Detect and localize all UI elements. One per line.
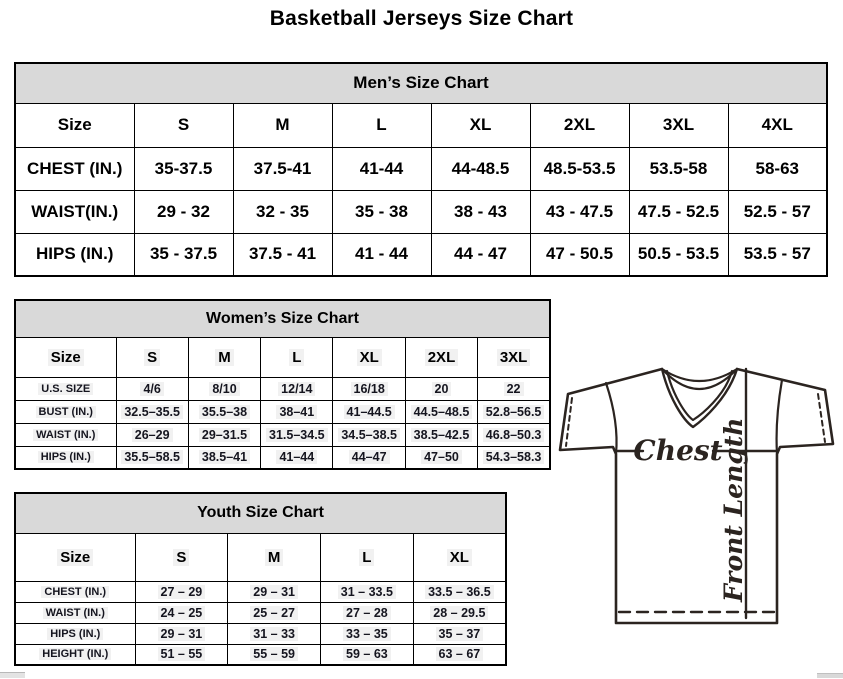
table-title-row [15, 493, 506, 533]
size-value-text: 52.8–56.5 [483, 405, 545, 419]
size-value-cell [135, 623, 228, 644]
size-value-cell [413, 644, 506, 665]
size-value-text: 41–44.5 [344, 405, 395, 419]
size-value-cell [431, 190, 530, 233]
size-value-text: 12/14 [278, 382, 315, 396]
size-value-cell [332, 233, 431, 276]
column-header [333, 337, 405, 377]
row-label-text: HIPS (IN.) [36, 244, 114, 264]
page-title: Basketball Jerseys Size Chart [269, 7, 574, 30]
size-value-cell [188, 446, 260, 469]
column-header-text: 3XL [497, 349, 531, 366]
row-label-text: WAIST (IN.) [33, 429, 98, 441]
scrollbar-fragment-left[interactable] [0, 672, 25, 678]
size-value-text: 32.5–35.5 [121, 405, 183, 419]
column-header-text: Size [57, 115, 92, 134]
size-value-cell [261, 446, 333, 469]
chest-label: Chest [633, 434, 723, 467]
size-value-cell [413, 581, 506, 602]
row-label [15, 581, 135, 602]
size-value-cell [321, 602, 414, 623]
size-value-text: 52.5 - 57 [743, 201, 811, 221]
size-value-text: 46.8–50.3 [483, 428, 545, 442]
size-value-cell [135, 602, 228, 623]
size-value-cell [261, 423, 333, 446]
size-value-text: 24 – 25 [158, 606, 206, 620]
row-label [15, 190, 134, 233]
size-value-text: 25 – 27 [250, 606, 298, 620]
row-label [15, 446, 116, 469]
front-length-label: Front Length [719, 417, 748, 602]
column-header [15, 103, 134, 147]
size-value-cell [332, 147, 431, 190]
size-value-cell [530, 190, 629, 233]
column-header [405, 337, 477, 377]
size-value-text: 44–47 [349, 450, 390, 464]
womens-size-chart-table [14, 299, 551, 470]
size-value-text: 53.5 - 57 [743, 244, 811, 264]
row-label-text: HEIGHT (IN.) [39, 648, 111, 660]
column-header-text: 4XL [761, 115, 793, 134]
size-value-text: 31.5–34.5 [266, 428, 328, 442]
row-label [15, 377, 116, 400]
row-label [15, 423, 116, 446]
size-value-text: 50.5 - 53.5 [637, 244, 720, 264]
size-value-text: 53.5-58 [649, 158, 708, 178]
size-value-text: 37.5 - 41 [248, 244, 317, 264]
size-value-cell [321, 623, 414, 644]
size-value-cell [405, 423, 477, 446]
size-value-cell [188, 377, 260, 400]
size-value-text: 27 – 29 [158, 585, 206, 599]
size-value-text: 37.5-41 [253, 158, 312, 178]
table-title: Youth Size Chart [15, 493, 506, 533]
table-row [15, 147, 827, 190]
size-value-text: 26–29 [132, 428, 173, 442]
size-value-text: 44-48.5 [451, 158, 510, 178]
size-value-cell [478, 400, 550, 423]
column-header-text: 2XL [425, 349, 459, 366]
size-value-cell [530, 147, 629, 190]
size-value-cell [629, 147, 728, 190]
mens-size-chart-table [14, 62, 828, 277]
size-value-cell [333, 400, 405, 423]
jersey-sleeve-seam-left [606, 383, 617, 454]
size-value-text: 38.5–42.5 [411, 428, 473, 442]
size-value-text: 55 – 59 [250, 647, 298, 661]
size-value-text: 4/6 [140, 382, 163, 396]
table-row [15, 400, 550, 423]
row-label-text: BUST (IN.) [36, 406, 96, 418]
size-value-cell [233, 147, 332, 190]
size-value-text: 47–50 [421, 450, 462, 464]
size-value-cell [728, 233, 827, 276]
column-header [134, 103, 233, 147]
size-value-cell [431, 233, 530, 276]
size-value-cell [228, 644, 321, 665]
column-header-text: S [177, 115, 190, 134]
size-value-text: 35.5–38 [199, 405, 250, 419]
size-value-cell [228, 602, 321, 623]
table-row [15, 644, 506, 665]
size-value-text: 35 - 38 [355, 201, 408, 221]
size-value-cell [134, 147, 233, 190]
jersey-cuff-dashed-right [818, 394, 825, 442]
column-header [188, 337, 260, 377]
size-value-cell [405, 446, 477, 469]
size-value-text: 35-37.5 [154, 158, 213, 178]
size-value-cell [233, 190, 332, 233]
size-value-cell [431, 147, 530, 190]
column-header-text: Size [57, 549, 93, 566]
column-header-row [15, 103, 827, 147]
size-value-cell [333, 423, 405, 446]
size-value-cell [478, 423, 550, 446]
table-row [15, 423, 550, 446]
row-label-text: U.S. SIZE [38, 383, 93, 395]
size-value-text: 38 - 43 [454, 201, 507, 221]
column-header [332, 103, 431, 147]
column-header-text: L [289, 349, 304, 366]
size-value-text: 41–44 [276, 450, 317, 464]
size-value-cell [333, 446, 405, 469]
size-value-text: 27 – 28 [343, 606, 391, 620]
size-value-cell [116, 423, 188, 446]
size-value-cell [261, 400, 333, 423]
size-value-text: 47 - 50.5 [545, 244, 614, 264]
row-label-text: WAIST (IN.) [43, 607, 108, 619]
size-value-cell [116, 400, 188, 423]
row-label-text: WAIST(IN.) [31, 201, 119, 221]
size-value-text: 38.5–41 [199, 450, 250, 464]
jersey-outline [560, 369, 833, 623]
table-row [15, 581, 506, 602]
column-header-text: L [376, 115, 387, 134]
size-value-text: 63 – 67 [436, 647, 484, 661]
column-header [629, 103, 728, 147]
scrollbar-fragment-right[interactable] [817, 673, 843, 678]
size-value-cell [405, 400, 477, 423]
column-header-text: 2XL [563, 115, 596, 134]
size-value-text: 32 - 35 [256, 201, 309, 221]
column-header-text: L [359, 549, 374, 566]
size-value-text: 29–31.5 [199, 428, 250, 442]
column-header-text: M [215, 349, 234, 366]
column-header [15, 337, 116, 377]
row-label [15, 147, 134, 190]
size-value-cell [228, 581, 321, 602]
size-value-text: 35 – 37 [436, 627, 484, 641]
size-value-cell [233, 233, 332, 276]
size-value-cell [405, 377, 477, 400]
table-row [15, 233, 827, 276]
table-row [15, 446, 550, 469]
size-value-text: 44.5–48.5 [411, 405, 473, 419]
column-header [233, 103, 332, 147]
size-value-cell [728, 190, 827, 233]
column-header-text: XL [469, 115, 492, 134]
size-value-text: 29 – 31 [158, 627, 206, 641]
column-header [135, 533, 228, 581]
column-header [261, 337, 333, 377]
size-value-text: 35.5–58.5 [121, 450, 183, 464]
size-value-cell [321, 581, 414, 602]
row-label-text: HIPS (IN.) [38, 451, 94, 463]
size-value-text: 51 – 55 [158, 647, 206, 661]
size-value-text: 58-63 [755, 158, 799, 178]
size-value-cell [530, 233, 629, 276]
size-value-text: 31 – 33.5 [338, 585, 396, 599]
column-header-row [15, 533, 506, 581]
size-value-text: 33.5 – 36.5 [425, 585, 494, 599]
row-label [15, 623, 135, 644]
size-value-cell [116, 446, 188, 469]
column-header [728, 103, 827, 147]
size-value-cell [333, 377, 405, 400]
size-value-cell [261, 377, 333, 400]
size-value-text: 31 – 33 [250, 627, 298, 641]
size-value-cell [134, 233, 233, 276]
table-title-row [15, 300, 550, 337]
size-value-text: 28 – 29.5 [430, 606, 488, 620]
size-value-cell [413, 602, 506, 623]
table-row [15, 190, 827, 233]
size-value-text: 59 – 63 [343, 647, 391, 661]
size-value-text: 8/10 [209, 382, 239, 396]
table-title-row [15, 63, 827, 103]
column-header [116, 337, 188, 377]
row-label-text: CHEST (IN.) [41, 586, 109, 598]
size-value-cell [228, 623, 321, 644]
column-header [15, 533, 135, 581]
column-header [478, 337, 550, 377]
column-header-text: M [265, 549, 284, 566]
row-label [15, 602, 135, 623]
table-row [15, 602, 506, 623]
size-value-text: 41-44 [359, 158, 404, 178]
jersey-measurement-diagram [556, 360, 838, 628]
size-value-text: 41 - 44 [355, 244, 408, 264]
size-value-text: 38–41 [276, 405, 317, 419]
column-header-text: XL [447, 549, 472, 566]
row-label-text: HIPS (IN.) [47, 628, 103, 640]
size-value-text: 54.3–58.3 [483, 450, 545, 464]
size-value-cell [321, 644, 414, 665]
youth-size-chart-table [14, 492, 507, 666]
size-value-text: 44 - 47 [454, 244, 507, 264]
size-value-cell [478, 446, 550, 469]
size-value-cell [413, 623, 506, 644]
column-header-text: XL [357, 349, 382, 366]
size-value-text: 47.5 - 52.5 [637, 201, 720, 221]
size-value-cell [135, 644, 228, 665]
size-value-cell [188, 400, 260, 423]
size-value-cell [478, 377, 550, 400]
size-value-text: 35 - 37.5 [149, 244, 218, 264]
size-value-cell [188, 423, 260, 446]
size-value-cell [629, 233, 728, 276]
size-value-text: 33 – 35 [343, 627, 391, 641]
size-value-cell [134, 190, 233, 233]
column-header-text: M [275, 115, 290, 134]
table-title: Women’s Size Chart [15, 300, 550, 337]
row-label [15, 644, 135, 665]
size-value-text: 34.5–38.5 [338, 428, 400, 442]
row-label-text: CHEST (IN.) [27, 158, 123, 178]
table-row [15, 377, 550, 400]
jersey-vneck-inner [667, 371, 732, 420]
size-value-cell [332, 190, 431, 233]
column-header [321, 533, 414, 581]
column-header-row [15, 337, 550, 377]
size-value-text: 16/18 [351, 382, 388, 396]
size-value-text: 29 – 31 [250, 585, 298, 599]
column-header [228, 533, 321, 581]
column-header [413, 533, 506, 581]
table-row [15, 623, 506, 644]
column-header [431, 103, 530, 147]
size-value-text: 22 [504, 382, 524, 396]
column-header [530, 103, 629, 147]
column-header-text: 3XL [662, 115, 695, 134]
row-label [15, 400, 116, 423]
size-value-cell [116, 377, 188, 400]
table-title: Men’s Size Chart [15, 63, 827, 103]
size-value-text: 20 [432, 382, 452, 396]
size-value-cell [135, 581, 228, 602]
column-header-text: Size [48, 349, 84, 366]
column-header-text: S [173, 549, 189, 566]
size-value-text: 48.5-53.5 [543, 158, 616, 178]
size-value-cell [629, 190, 728, 233]
size-value-text: 43 - 47.5 [545, 201, 614, 221]
jersey-sleeve-seam-right [777, 380, 782, 454]
size-value-text: 29 - 32 [157, 201, 210, 221]
size-value-cell [728, 147, 827, 190]
column-header-text: S [144, 349, 160, 366]
row-label [15, 233, 134, 276]
